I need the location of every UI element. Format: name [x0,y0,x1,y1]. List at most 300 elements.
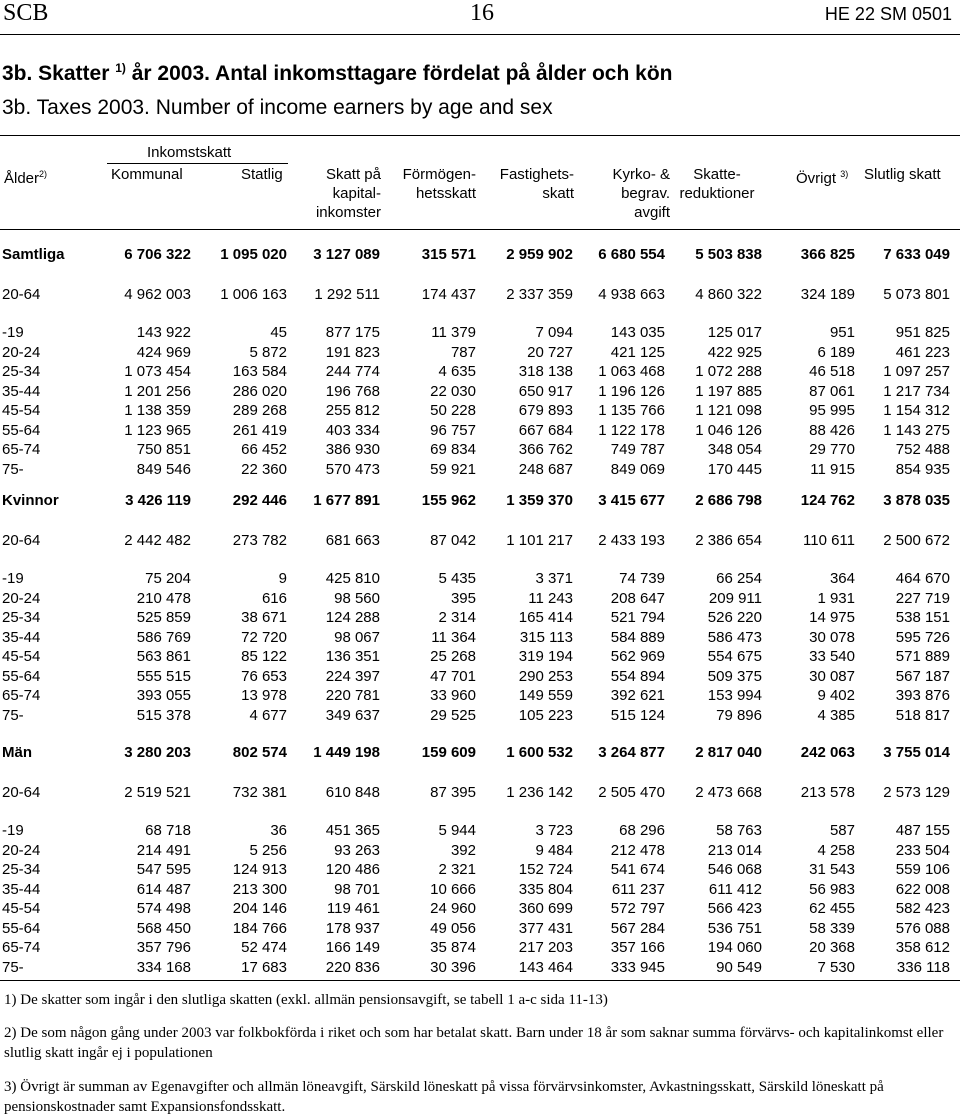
table-cell: 614 487 [136,880,191,898]
table-cell: 6 706 322 [124,246,191,263]
table-cell: 14 975 [809,609,855,626]
col-group-inkomstskatt: Inkomstskatt [147,144,232,161]
table-cell: 1 154 312 [883,402,950,419]
table-cell: 124 762 [800,492,855,509]
table-cell: 22 030 [430,382,476,400]
table-cell: 538 151 [895,609,950,626]
col-kommunal: Kommunal [111,166,183,183]
table-cell: 5 073 801 [883,286,950,303]
col-formogenhetsskatt: Förmögen- hetsskatt [402,166,476,202]
table-cell: 244 774 [325,363,380,380]
total-row-label: Samtliga [2,246,65,263]
table-cell: 38 671 [241,609,287,626]
table-cell: 650 917 [518,382,573,400]
table-cell: 515 124 [610,706,665,724]
table-cell: 541 674 [610,861,665,878]
table-cell: 315 571 [421,246,476,263]
table-cell: 584 889 [610,628,665,646]
table-cell: 242 063 [800,744,855,761]
header-org: SCB [3,0,49,26]
table-cell: 366 762 [518,441,573,458]
table-cell: 227 719 [895,589,950,607]
table-row-label: 35-44 [2,880,41,898]
table-cell: 422 925 [707,343,762,361]
table-cell: 566 423 [707,900,762,917]
table-cell: 7 530 [817,958,855,976]
table-cell: 289 268 [232,402,287,419]
table-cell: 521 794 [610,609,665,626]
table-cell: 292 446 [232,492,287,509]
table-row-label: 20-24 [2,589,41,607]
table-cell: 2 337 359 [506,286,573,303]
table-row-label: 75- [2,706,24,724]
table-cell: 136 351 [325,648,380,665]
table-cell: 358 612 [895,939,950,956]
table-cell: 273 782 [232,532,287,549]
table-cell: 45 [270,324,287,341]
table-cell: 451 365 [325,822,380,839]
table-cell: 546 068 [707,861,762,878]
table-row-label: 35-44 [2,382,41,400]
table-cell: 6 680 554 [598,246,665,263]
table-cell: 166 149 [325,939,380,956]
table-cell: 667 684 [518,421,573,439]
table-cell: 75 204 [145,570,191,587]
table-cell: 6 189 [817,343,855,361]
table-row-label: 75- [2,460,24,478]
table-cell: 4 677 [249,706,287,724]
table-cell: 58 339 [809,919,855,937]
table-cell: 5 435 [438,570,476,587]
table-cell: 95 995 [809,402,855,419]
table-cell: 392 [450,841,476,859]
table-cell: 11 364 [431,628,476,646]
table-cell: 315 113 [519,628,573,646]
table-cell: 261 419 [232,421,287,439]
table-cell: 76 653 [241,667,287,685]
table-cell: 547 595 [136,861,191,878]
table-cell: 1 072 288 [695,363,762,380]
table-cell: 85 122 [241,648,287,665]
table-cell: 191 823 [325,343,380,361]
table-cell: 49 056 [430,919,476,937]
table-cell: 33 540 [809,648,855,665]
group-rule [107,163,288,164]
table-cell: 31 543 [809,861,855,878]
table-cell: 2 959 902 [506,246,573,263]
table-cell: 4 635 [438,363,476,380]
table-cell: 318 138 [518,363,573,380]
table-cell: 424 969 [136,343,191,361]
table-cell: 59 921 [430,460,476,478]
table-cell: 124 288 [325,609,380,626]
table-cell: 1 931 [817,589,855,607]
table-row-label: 65-74 [2,939,41,956]
table-cell: 9 402 [817,687,855,704]
table-cell: 576 088 [895,919,950,937]
table-cell: 5 503 838 [695,246,762,263]
table-cell: 3 264 877 [598,744,665,761]
table-cell: 5 256 [249,841,287,859]
table-cell: 87 061 [809,382,855,400]
table-cell: 25 268 [430,648,476,665]
table-cell: 586 473 [707,628,762,646]
subtotal-row-label: 20-64 [2,532,41,549]
table-cell: 29 770 [809,441,855,458]
table-cell: 214 491 [136,841,191,859]
table-cell: 87 395 [430,784,476,801]
table-cell: 20 368 [809,939,855,956]
table-cell: 210 478 [136,589,191,607]
table-cell: 22 360 [241,460,287,478]
table-title-sv: 3b. Skatter $^{1)}$ år 2003. Antal inkomsttagare fördelat på ålder och kön [2,61,673,85]
table-cell: 536 751 [707,919,762,937]
table-cell: 509 375 [707,667,762,685]
table-cell: 4 938 663 [598,286,665,303]
table-cell: 194 060 [707,939,762,956]
table-row-label: 55-64 [2,919,41,937]
table-cell: 5 872 [249,343,287,361]
table-cell: 30 396 [430,958,476,976]
table-cell: 425 810 [325,570,380,587]
table-cell: 1 135 766 [598,402,665,419]
table-cell: 36 [270,822,287,839]
table-cell: 1 196 126 [598,382,665,400]
table-cell: 170 445 [707,460,762,478]
table-cell: 1 121 098 [695,402,762,419]
table-cell: 951 [829,324,855,341]
table-cell: 574 498 [136,900,191,917]
table-cell: 395 [450,589,476,607]
table-cell: 124 913 [232,861,287,878]
table-cell: 357 166 [610,939,665,956]
table-cell: 66 254 [716,570,762,587]
table-row-label: -19 [2,822,24,839]
table-cell: 464 670 [895,570,950,587]
table-cell: 213 300 [232,880,287,898]
table-cell: 30 087 [809,667,855,685]
col-ovrigt: Övrigt $^{3)}$ [796,169,849,187]
table-cell: 335 804 [518,880,573,898]
table-cell: 50 228 [430,402,476,419]
table-cell: 562 969 [610,648,665,665]
table-cell: 570 473 [325,460,380,478]
table-cell: 1 006 163 [220,286,287,303]
table-cell: 2 473 668 [695,784,762,801]
table-cell: 120 486 [325,861,380,878]
table-cell: 2 573 129 [883,784,950,801]
table-cell: 616 [261,589,287,607]
table-cell: 386 930 [325,441,380,458]
table-cell: 52 474 [241,939,287,956]
table-row-label: 35-44 [2,628,41,646]
table-cell: 72 720 [241,628,287,646]
table-cell: 212 478 [610,841,665,859]
table-cell: 184 766 [232,919,287,937]
table-cell: 586 769 [136,628,191,646]
table-cell: 1 236 142 [506,784,573,801]
table-cell: 2 442 482 [124,532,191,549]
table-cell: 255 812 [325,402,380,419]
table-cell: 125 017 [707,324,762,341]
table-cell: 366 825 [800,246,855,263]
table-cell: 196 768 [325,382,380,400]
table-cell: 159 609 [421,744,476,761]
table-cell: 571 889 [895,648,950,665]
subtotal-row-label: 20-64 [2,784,41,801]
page-header [0,0,960,35]
table-cell: 286 020 [232,382,287,400]
table-cell: 119 461 [326,900,380,917]
table-cell: 163 584 [232,363,287,380]
table-cell: 392 621 [610,687,665,704]
table-cell: 79 896 [716,706,762,724]
table-cell: 9 [278,570,287,587]
table-cell: 3 371 [535,570,573,587]
table-cell: 143 464 [518,958,573,976]
table-row-label: -19 [2,570,24,587]
table-cell: 679 893 [518,402,573,419]
table-cell: 87 042 [430,532,476,549]
table-cell: 149 559 [518,687,573,704]
table-cell: 5 944 [438,822,476,839]
col-statlig: Statlig [241,166,283,183]
table-cell: 2 386 654 [695,532,762,549]
table-row-label: 45-54 [2,648,41,665]
table-cell: 204 146 [232,900,287,917]
table-cell: 4 385 [817,706,855,724]
table-cell: 290 253 [518,667,573,685]
table-cell: 69 834 [430,441,476,458]
table-cell: 377 431 [518,919,573,937]
table-cell: 2 500 672 [883,532,950,549]
table-cell: 1 046 126 [695,421,762,439]
table-cell: 854 935 [895,460,950,478]
table-cell: 357 796 [136,939,191,956]
table-cell: 2 433 193 [598,532,665,549]
page-number: 16 [470,0,494,26]
table-row-label: 45-54 [2,402,41,419]
table-cell: 2 686 798 [695,492,762,509]
table-row-label: 25-34 [2,363,41,380]
table-cell: 10 666 [430,880,476,898]
table-cell: 1 197 885 [695,382,762,400]
table-cell: 319 194 [518,648,573,665]
table-cell: 1 097 257 [883,363,950,380]
table-cell: 143 922 [136,324,191,341]
footnote-3: 3) Övrigt är summan av Egenavgifter och allmän löneavgift, Särskild löneskatt på vissa förvärvsinkomster, Avkastningsskatt, Särskild löneskatt på pensionskostnader samt Expansionsfondsskatt. [4,1079,884,1115]
table-cell: 1 292 511 [314,286,380,303]
table-cell: 11 915 [810,460,855,478]
table-cell: 1 201 256 [124,382,191,400]
table-cell: 587 [829,822,855,839]
table-cell: 213 578 [800,784,855,801]
table-row-label: 75- [2,958,24,976]
table-cell: 1 600 532 [506,744,573,761]
table-cell: 610 848 [325,784,380,801]
footnote-1: 1) De skatter som ingår i den slutliga skatten (exkl. allmän pensionsavgift, se tabell 1 a-c sida 11-13) [4,992,608,1008]
table-cell: 56 983 [809,880,855,898]
table-cell: 7 633 049 [883,246,950,263]
table-cell: 11 243 [528,589,573,607]
table-cell: 364 [829,570,855,587]
table-cell: 58 763 [716,822,762,839]
table-cell: 33 960 [430,687,476,704]
table-cell: 393 055 [136,687,191,704]
table-cell: 572 797 [610,900,665,917]
table-cell: 487 155 [895,822,950,839]
col-kyrkoavgift: Kyrko- & begrav. avgift [612,166,670,221]
table-cell: 787 [450,343,476,361]
table-cell: 174 437 [421,286,476,303]
table-cell: 1 677 891 [313,492,380,509]
table-cell: 403 334 [325,421,380,439]
table-cell: 220 781 [325,687,380,704]
table-cell: 749 787 [610,441,665,458]
table-cell: 1 449 198 [313,744,380,761]
table-cell: 348 054 [707,441,762,458]
table-cell: 1 143 275 [883,421,950,439]
col-skattereduktioner: Skatte- reduktioner [679,166,755,202]
table-cell: 93 263 [334,841,380,859]
table-cell: 35 874 [430,939,476,956]
table-row-label: 55-64 [2,667,41,685]
table-bottom-rule [0,980,960,981]
col-fastighetsskatt: Fastighets- skatt [499,166,574,202]
table-cell: 3 723 [535,822,573,839]
table-cell: 2 314 [438,609,476,626]
table-row-label: -19 [2,324,24,341]
table-cell: 13 978 [241,687,287,704]
table-cell: 349 637 [325,706,380,724]
table-cell: 518 817 [895,706,950,724]
table-cell: 233 504 [895,841,950,859]
table-cell: 62 455 [809,900,855,917]
table-cell: 68 296 [619,822,665,839]
table-cell: 1 101 217 [506,532,573,549]
table-cell: 1 122 178 [598,421,665,439]
table-cell: 105 223 [518,706,573,724]
table-cell: 1 063 468 [598,363,665,380]
table-row-label: 65-74 [2,441,41,458]
table-cell: 24 960 [430,900,476,917]
table-cell: 47 701 [430,667,476,685]
table-cell: 3 426 119 [125,492,191,509]
table-cell: 74 739 [619,570,665,587]
table-cell: 155 962 [421,492,476,509]
table-row-label: 25-34 [2,861,41,878]
table-cell: 143 035 [610,324,665,341]
table-cell: 611 237 [611,880,665,898]
table-cell: 90 549 [716,958,762,976]
table-cell: 3 415 677 [598,492,665,509]
table-cell: 208 647 [610,589,665,607]
table-cell: 849 546 [136,460,191,478]
table-cell: 3 127 089 [313,246,380,263]
header-bottom-rule [0,229,960,230]
table-cell: 98 067 [334,628,380,646]
table-cell: 559 106 [895,861,950,878]
table-cell: 334 168 [136,958,191,976]
total-row-label: Män [2,744,32,761]
table-cell: 554 675 [707,648,762,665]
table-cell: 515 378 [136,706,191,724]
table-cell: 595 726 [895,628,950,646]
table-row-label: 20-24 [2,841,41,859]
col-kapital: Skatt på kapital- inkomster [315,166,381,221]
table-cell: 681 663 [325,532,380,549]
table-cell: 248 687 [518,460,573,478]
table-cell: 20 727 [527,343,573,361]
table-cell: 3 755 014 [883,744,950,761]
table-cell: 88 426 [809,421,855,439]
table-cell: 98 560 [334,589,380,607]
table-row-label: 25-34 [2,609,41,626]
table-cell: 567 284 [610,919,665,937]
total-row-label: Kvinnor [2,492,59,509]
table-cell: 1 359 370 [506,492,573,509]
table-cell: 849 069 [610,460,665,478]
table-cell: 750 851 [136,441,191,458]
table-cell: 333 945 [610,958,665,976]
table-top-rule [0,135,960,136]
table-cell: 877 175 [325,324,380,341]
table-cell: 152 724 [518,861,573,878]
table-cell: 3 878 035 [883,492,950,509]
table-cell: 802 574 [232,744,287,761]
table-cell: 178 937 [325,919,380,937]
table-cell: 526 220 [707,609,762,626]
table-cell: 4 258 [817,841,855,859]
table-cell: 110 611 [803,532,855,549]
table-cell: 622 008 [895,880,950,898]
col-age: Ålder$^{2)}$ [4,169,48,187]
table-cell: 11 379 [431,324,476,341]
table-cell: 153 994 [707,687,762,704]
subtotal-row-label: 20-64 [2,286,41,303]
table-cell: 2 321 [438,861,476,878]
table-cell: 29 525 [430,706,476,724]
table-cell: 393 876 [895,687,950,704]
table-cell: 582 423 [895,900,950,917]
table-row-label: 45-54 [2,900,41,917]
table-cell: 461 223 [895,343,950,361]
table-cell: 7 094 [535,324,573,341]
table-row-label: 20-24 [2,343,41,361]
table-row-label: 65-74 [2,687,41,704]
table-cell: 360 699 [518,900,573,917]
table-cell: 1 095 020 [220,246,287,263]
table-cell: 98 701 [334,880,380,898]
footnote-2: 2) De som någon gång under 2003 var folkbokförda i riket och som har betalat skatt. Barn under 18 år som saknar summa förvärvs- och kapitalinkomst eller slutlig skatt ingår ej i populationen [4,1025,944,1061]
table-cell: 30 078 [809,628,855,646]
table-cell: 4 860 322 [695,286,762,303]
table-cell: 611 412 [708,880,762,898]
table-cell: 2 505 470 [598,784,665,801]
table-cell: 209 911 [708,589,762,607]
table-cell: 421 125 [610,343,665,361]
table-cell: 217 203 [518,939,573,956]
table-cell: 563 861 [136,648,191,665]
table-cell: 2 817 040 [695,744,762,761]
table-cell: 46 518 [809,363,855,380]
table-cell: 220 836 [325,958,380,976]
table-cell: 9 484 [535,841,573,859]
table-cell: 1 217 734 [883,382,950,400]
table-cell: 336 118 [896,958,950,976]
table-cell: 213 014 [707,841,762,859]
table-cell: 68 718 [145,822,191,839]
